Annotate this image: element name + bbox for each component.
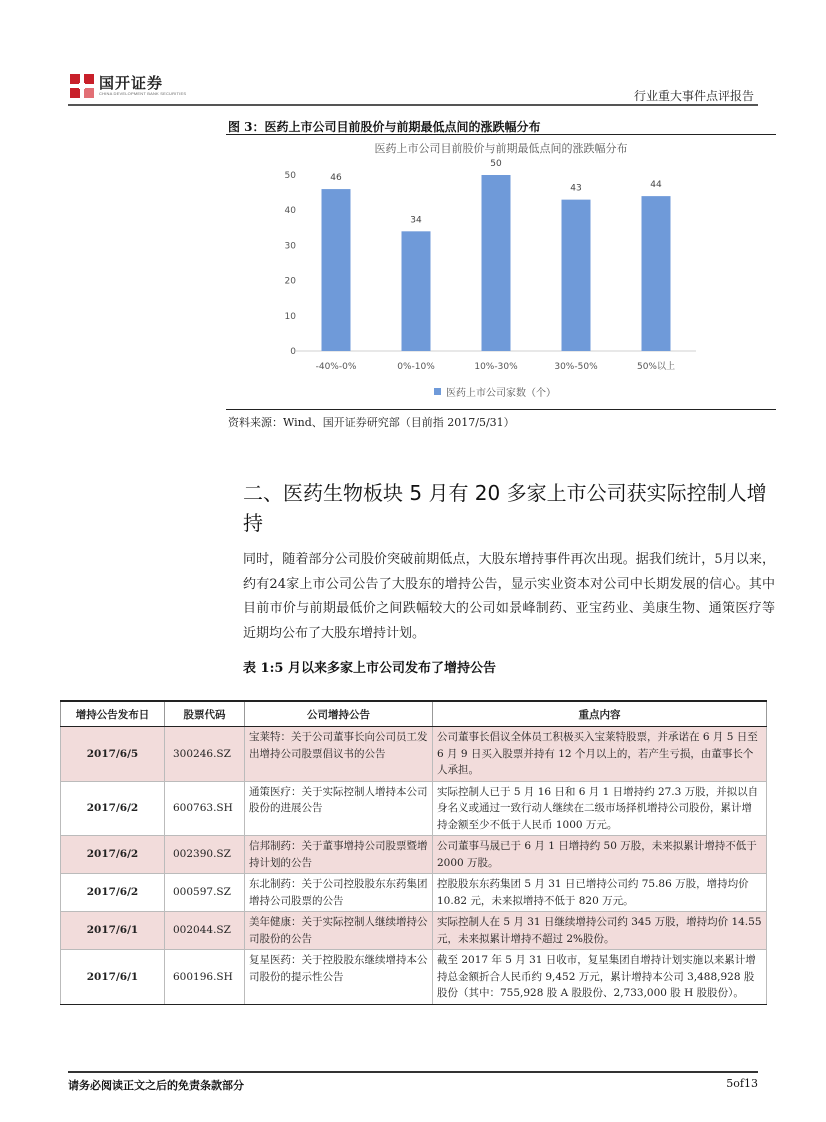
cell-code: 600196.SH [165,950,245,1005]
bar-value-label: 50 [490,159,502,169]
cell-notice: 宝莱特：关于公司董事长向公司员工发出增持公司股票倡议书的公告 [245,727,433,782]
legend-label: 医药上市公司家数（个） [446,388,556,399]
cell-date: 2017/6/2 [61,781,165,836]
y-tick-label: 30 [284,241,296,252]
page-number: 5of13 [726,1077,758,1090]
cell-code: 600763.SH [165,781,245,836]
table-row [61,836,767,874]
bar [322,189,351,351]
table-header-row [61,701,767,727]
cell-date: 2017/6/5 [61,727,165,782]
figure-top-rule [226,134,776,135]
y-axis [285,171,297,357]
table-row [61,727,767,782]
table-row [61,781,767,836]
announcement-table [60,700,767,1005]
footer-divider [68,1071,758,1073]
col-header-date: 增持公告发布日 [61,701,165,727]
x-tick-label: 50%以上 [636,362,676,372]
cell-code: 002044.SZ [165,912,245,950]
figure-source: 资料来源：Wind、国开证券研究部（目前指 2017/5/31） [228,416,515,429]
col-header-content: 重点内容 [433,701,767,727]
figure-caption: 图 3：医药上市公司目前股价与前期最低点间的涨跌幅分布 [228,120,541,134]
table-row [61,874,767,912]
cell-content: 实际控制人已于 5 月 16 日和 6 月 1 日增持约 27.3 万股，并拟以自身名义或通过一致行动人继续在二级市场择机增持公司股份，累计增持金额至少不低于人民币 1000 万元。 [433,781,767,836]
cell-code: 000597.SZ [165,874,245,912]
chart-title: 医药上市公司目前股价与前期最低点间的涨跌幅分布 [374,142,628,155]
cell-code: 300246.SZ [165,727,245,782]
cell-content: 公司董事马晟已于 6 月 1 日增持约 50 万股，未来拟累计增持不低于 2000 万股。 [433,836,767,874]
y-tick-label: 40 [284,206,296,217]
bar-value-label: 43 [570,183,582,194]
x-tick-label: 10%-30% [474,362,518,372]
bar-series [322,159,671,351]
cell-date: 2017/6/1 [61,950,165,1005]
bar-chart [226,155,776,407]
cell-date: 2017/6/1 [61,912,165,950]
cell-notice: 美年健康：关于实际控制人继续增持公司股份的公告 [245,912,433,950]
bar [402,231,431,351]
col-header-code: 股票代码 [165,701,245,727]
section-paragraph: 同时，随着部分公司股价突破前期低点，大股东增持事件再次出现。据我们统计，5月以来，约有24家上市公司公告了大股东的增持公告，显示实业资本对公司中长期发展的信心。其中目前市价与前期最低价之间跌幅较大的公司如景峰制药、亚宝药业、美康生物、通策医疗等近期均公布了大股东增持计划。 [243,552,775,641]
y-tick-label: 0 [290,347,296,357]
cell-notice: 信邦制药：关于董事增持公司股票暨增持计划的公告 [245,836,433,874]
bar [642,196,671,351]
cell-date: 2017/6/2 [61,874,165,912]
col-header-notice: 公司增持公告 [245,701,433,727]
header-divider [68,104,758,106]
footer-disclaimer: 请务必阅读正文之后的免责条款部分 [68,1079,244,1092]
company-logo-icon [70,74,94,98]
company-name: 国开证券 [99,74,164,92]
report-type: 行业重大事件点评报告 [633,89,754,103]
cell-code: 002390.SZ [165,836,245,874]
x-tick-label: -40%-0% [315,362,357,372]
table-row [61,912,767,950]
cell-content: 公司董事长倡议全体员工积极买入宝莱特股票，并承诺在 6 月 5 日至 6 月 9 日买入股票并持有 12 个月以上的，若产生亏损，由董事长个人承担。 [433,727,767,782]
cell-content: 控股股东东药集团 5 月 31 日已增持公司约 75.86 万股，增持均价 10.82 元，未来拟增持不低于 820 万元。 [433,874,767,912]
cell-notice: 通策医疗：关于实际控制人增持本公司股份的进展公告 [245,781,433,836]
bar-value-label: 46 [330,173,342,184]
cell-notice: 复星医药：关于控股股东继续增持本公司股份的提示性公告 [245,950,433,1005]
cell-date: 2017/6/2 [61,836,165,874]
section-title: 二、医药生物板块 5 月有 20 多家上市公司获实际控制人增持 [243,481,767,535]
y-tick-label: 20 [284,276,296,287]
bar-value-label: 44 [650,180,662,191]
cell-content: 截至 2017 年 5 月 31 日收市，复星集团自增持计划实施以来累计增持总金额折合人民币约 9,452 万元，累计增持本公司 3,488,928 股股份（其中：755,928 股 A 股股份、2,733,000 股 H 股股份）。 [433,950,767,1005]
bar-value-label: 34 [410,215,422,226]
x-tick-label: 0%-10% [397,362,435,372]
x-axis [316,360,675,372]
cell-content: 实际控制人在 5 月 31 日继续增持公司约 345 万股，增持均价 14.55 元，未来拟累计增持不超过 2%股份。 [433,912,767,950]
y-tick-label: 10 [284,311,296,322]
table-row [61,950,767,1005]
company-name-english: CHINA DEVELOPMENT BANK SECURITIES [99,91,187,96]
y-tick-label: 50 [284,171,296,181]
figure-bottom-rule [226,409,776,410]
bar [482,175,511,351]
legend [434,386,556,399]
cell-notice: 东北制药：关于公司控股股东东药集团增持公司股票的公告 [245,874,433,912]
table-caption: 表 1:5 月以来多家上市公司发布了增持公告 [243,661,496,676]
bar [562,200,591,351]
x-tick-label: 30%-50% [554,362,598,372]
legend-swatch [434,388,441,395]
